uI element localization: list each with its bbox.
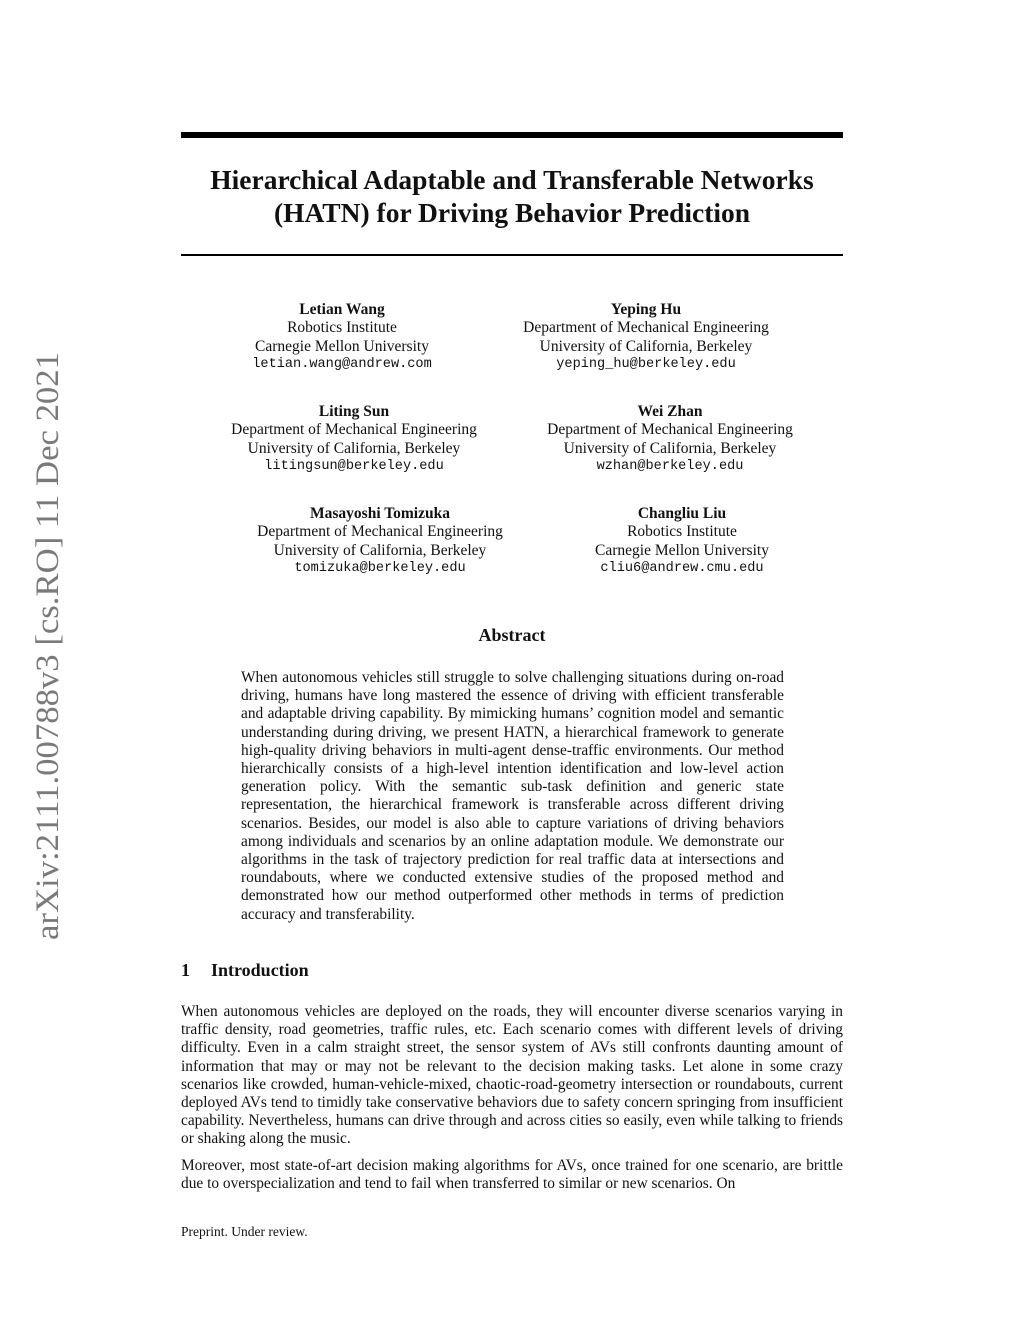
section-number: 1	[181, 960, 190, 980]
author-block	[530, 403, 810, 476]
author-email: litingsun@berkeley.edu	[264, 458, 444, 474]
author-block	[242, 301, 442, 374]
author-name: Yeping Hu	[610, 301, 682, 318]
author-affiliation: Carnegie Mellon University	[595, 541, 769, 559]
title-line-2: (HATN) for Driving Behavior Prediction	[273, 197, 751, 228]
author-affiliation: Robotics Institute	[627, 523, 737, 541]
section-heading	[181, 960, 309, 981]
intro-paragraph: Moreover, most state-of-art decision making algorithms for AVs, once trained for one scenario, are brittle due to overspecialization and tend to fail when transferred to similar or new scenarios. On	[181, 1157, 843, 1193]
footer-note: Preprint. Under review.	[181, 1224, 308, 1239]
abstract-heading: Abstract	[478, 625, 546, 645]
author-affiliation: University of California, Berkeley	[273, 541, 487, 559]
author-affiliation: Department of Mechanical Engineering	[257, 523, 503, 541]
author-block	[214, 403, 494, 476]
author-affiliation: University of California, Berkeley	[247, 439, 461, 457]
author-email: yeping_hu@berkeley.edu	[556, 356, 736, 372]
author-name: Masayoshi Tomizuka	[310, 505, 450, 522]
author-affiliation: Department of Mechanical Engineering	[523, 319, 769, 337]
author-affiliation: University of California, Berkeley	[563, 439, 777, 457]
author-name: Liting Sun	[318, 403, 390, 420]
paper-title	[181, 163, 843, 229]
author-affiliation: Robotics Institute	[287, 319, 397, 337]
author-block	[240, 505, 520, 578]
author-block	[582, 505, 782, 578]
arxiv-identifier-text: arXiv:2111.00788v3 [cs.RO] 11 Dec 2021	[30, 380, 66, 940]
author-name: Letian Wang	[299, 301, 385, 318]
section-title: Introduction	[211, 960, 309, 980]
author-email: wzhan@berkeley.edu	[596, 458, 744, 474]
intro-paragraph: When autonomous vehicles are deployed on the roads, they will encounter diverse scenarios varying in traffic density, road geometries, traffic rules, etc. Each scenario comes with different levels of driving difficulty. Even in a calm straight street, the sensor system of AVs still confronts daunting amount of information that may or may not be relevant to the decision making tasks. Let alone in some crazy scenarios like crowded, human-vehicle-mixed, chaotic-road-geometry intersection or roundabouts, current deployed AVs tend to timidly take conservative behaviors due to safety concern springing from insufficient capability. Nevertheless, humans can drive through and across cities so easily, even while talking to friends or shaking along the music.	[181, 1003, 843, 1148]
title-bottom-rule	[181, 254, 843, 256]
author-affiliation: Department of Mechanical Engineering	[547, 421, 793, 439]
author-email: cliu6@andrew.cmu.edu	[600, 560, 764, 576]
author-affiliation: Carnegie Mellon University	[255, 337, 429, 355]
author-name: Wei Zhan	[637, 403, 703, 420]
author-affiliation: Department of Mechanical Engineering	[231, 421, 477, 439]
author-email: tomizuka@berkeley.edu	[294, 560, 466, 576]
title-top-rule	[181, 132, 843, 138]
author-affiliation: University of California, Berkeley	[539, 337, 753, 355]
author-email: letian.wang@andrew.com	[252, 356, 432, 372]
arxiv-identifier-stamp	[20, 350, 70, 940]
title-line-1: Hierarchical Adaptable and Transferable Networks	[210, 164, 814, 195]
author-block	[506, 301, 786, 374]
abstract-text: When autonomous vehicles still struggle to solve challenging situations during on-road driving, humans have long mastered the essence of driving with efficient transferable and adaptable driving capability. By mimicking humans’ cognition model and semantic understanding during driving, we present HATN, a hierarchical framework to generate high-quality driving behaviors in multi-agent dense-traffic environments. Our method hierarchically consists of a high-level intention identification and low-level action generation policy. With the semantic sub-task definition and generic state representation, the hierarchical framework is transferable across different driving scenarios. Besides, our model is also able to capture variations of driving behaviors among individuals and scenarios by an online adaptation module. We demonstrate our algorithms in the task of trajectory prediction for real traffic data at intersections and roundabouts, where we conducted extensive studies of the proposed method and demonstrated how our method outperformed other methods in terms of prediction accuracy and transferability.	[241, 669, 784, 923]
author-name: Changliu Liu	[637, 505, 727, 522]
